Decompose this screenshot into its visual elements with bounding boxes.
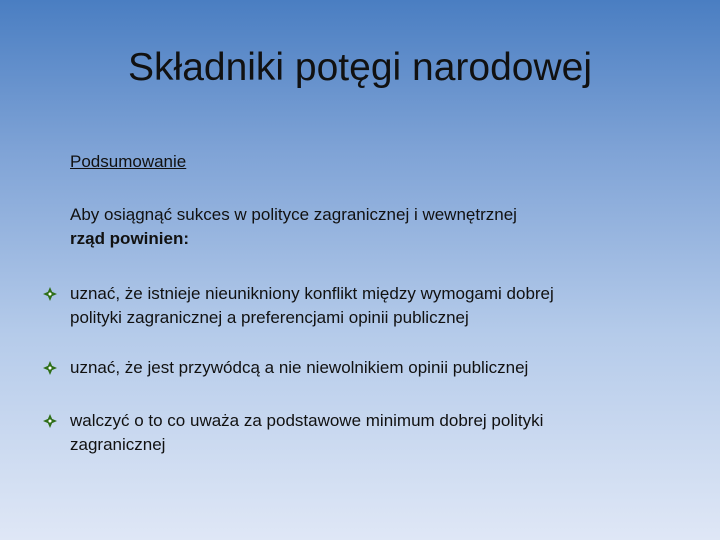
- bullet-item-1: [40, 282, 680, 330]
- bullet-text-3: [70, 409, 680, 457]
- bullet-1-line-2: polityki zagranicznej a preferencjami opinii publicznej: [70, 308, 469, 327]
- summary-heading: Podsumowanie: [70, 152, 187, 171]
- bullet-3-line-2: zagranicznej: [70, 435, 166, 454]
- intro-paragraph: [70, 203, 670, 251]
- four-petal-bullet-icon: [40, 411, 60, 431]
- four-petal-bullet-icon: [40, 358, 60, 378]
- intro-line-2: rząd powinien:: [70, 229, 189, 248]
- bullet-3-line-1: walczyć o to co uważa za podstawowe minimum dobrej polityki: [70, 411, 544, 430]
- bullet-2-line-1: uznać, że jest przywódcą a nie niewolnikiem opinii publicznej: [70, 358, 529, 377]
- slide-title: Składniki potęgi narodowej: [128, 46, 592, 89]
- bullet-item-2: [40, 356, 680, 380]
- bullet-text-2: [70, 356, 680, 380]
- four-petal-bullet-icon: [40, 284, 60, 304]
- bullet-item-3: [40, 409, 680, 457]
- bullet-1-line-1: uznać, że istnieje nieunikniony konflikt między wymogami dobrej: [70, 284, 554, 303]
- intro-line-1: Aby osiągnąć sukces w polityce zagranicznej i wewnętrznej: [70, 205, 517, 224]
- bullet-text-1: [70, 282, 680, 330]
